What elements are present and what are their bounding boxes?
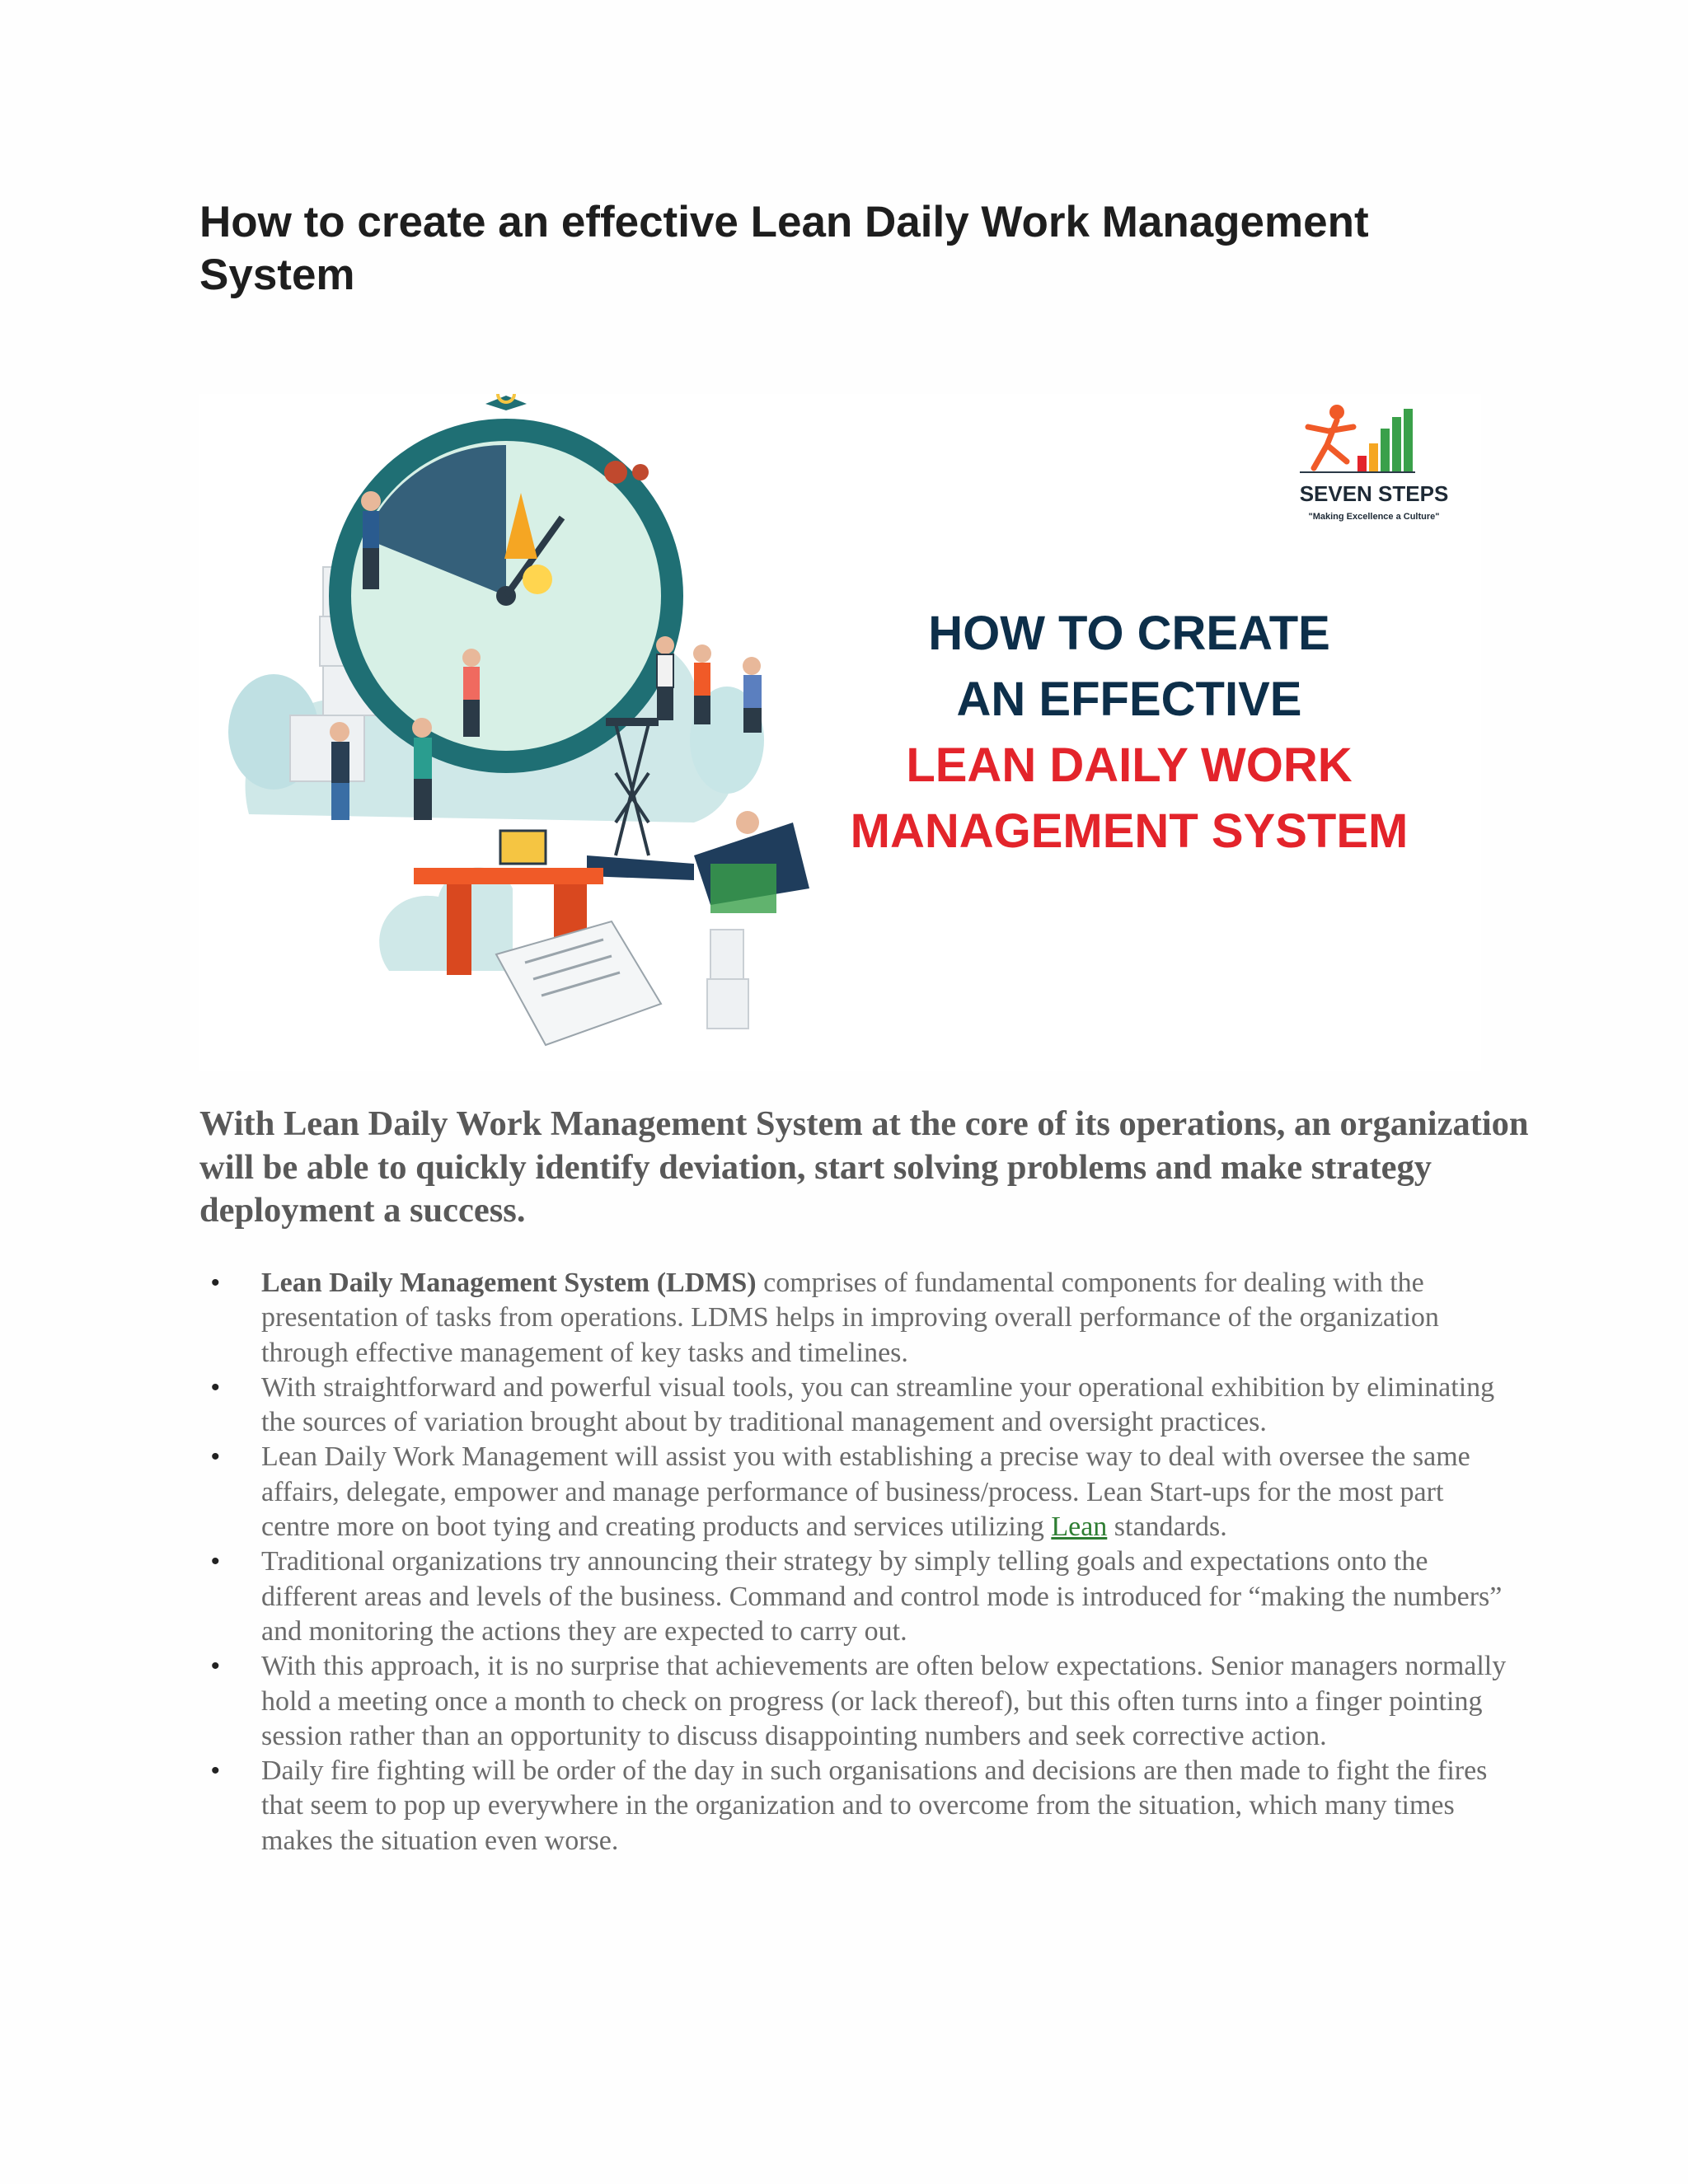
list-item: [199, 1440, 1518, 1544]
seven-steps-logo: [1300, 405, 1449, 522]
list-item: [199, 1754, 1518, 1858]
headline-line-3: LEAN DAILY WORK: [906, 738, 1353, 792]
list-item-text: Daily fire fighting will be order of the day in such organisations and decisions are then made to fight the fires that seem to pop up everywhere in the organization and to overcome from the situation, which many times makes the situation even worse.: [261, 1755, 1488, 1856]
list-item-text: With straightforward and powerful visual tools, you can streamline your operational exhibition by eliminating the sources of variation brought about by traditional management and oversight practices.: [261, 1371, 1495, 1438]
clock-illustration: [329, 394, 683, 773]
lead-paragraph: With Lean Daily Work Management System at the core of its operations, an organization will be able to quickly identify deviation, start solving problems and make strategy deployment a success.: [199, 1104, 1529, 1230]
headline-line-1: HOW TO CREATE: [928, 607, 1330, 660]
brand-tagline: "Making Excellence a Culture": [1308, 512, 1440, 522]
bullet-list: [199, 1266, 1518, 1858]
page-title: How to create an effective Lean Daily Work Management System: [199, 198, 1369, 299]
list-item-text: Lean Daily Work Management will assist you with establishing a precise way to deal with oversee the same affairs, delegate, empower and manage performance of business/process. Lean Start-ups for the most part centre more on boot tying and creating products and services utilizing: [261, 1441, 1470, 1543]
list-item: [199, 1371, 1518, 1441]
brand-name: SEVEN STEPS: [1299, 481, 1449, 506]
list-item-text: Traditional organizations try announcing their strategy by simply telling goals and expectations onto the different areas and levels of the business. Command and control mode is introduced for “making the numbers” and monitoring the actions they are expected to carry out.: [261, 1546, 1503, 1647]
list-item: [199, 1266, 1518, 1371]
list-item-text: comprises of fundamental components for dealing with the presentation of tasks from operations. LDMS helps in improving overall performance of the organization through effective management of key tasks and timelines.: [261, 1268, 1439, 1368]
headline-line-2: AN EFFECTIVE: [956, 673, 1302, 726]
lean-link[interactable]: Lean: [1051, 1511, 1108, 1543]
list-item-text: standards.: [1107, 1511, 1227, 1543]
list-item: [199, 1649, 1518, 1754]
list-item-text: With this approach, it is no surprise that achievements are often below expectations. Senior managers normally hold a meeting once a month to check on progress (or lack thereof), but this often turns into a finger pointing session rather than an opportunity to discuss disappointing numbers and seek corrective action.: [261, 1651, 1507, 1751]
bold-term: Lean Daily Management System (LDMS): [261, 1268, 757, 1298]
headline-line-4: MANAGEMENT SYSTEM: [850, 804, 1409, 858]
hero-banner: [199, 394, 1481, 1071]
list-item: [199, 1544, 1518, 1649]
hero-headline: [851, 607, 1409, 858]
